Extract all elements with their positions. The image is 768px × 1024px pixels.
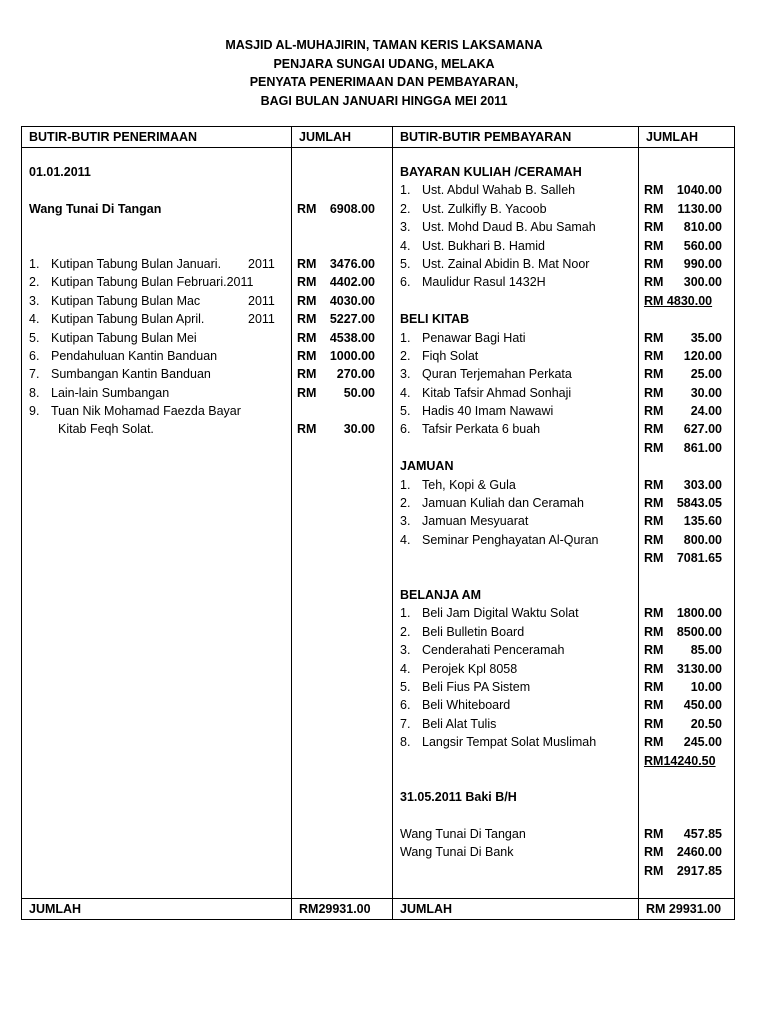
amount-value: 3130.00 bbox=[676, 661, 722, 676]
blank-line bbox=[400, 862, 638, 880]
amount-value: 800.00 bbox=[683, 532, 722, 547]
jamuan-amount bbox=[639, 531, 734, 549]
currency-label: RM bbox=[644, 256, 664, 271]
receipt-amount bbox=[292, 292, 392, 310]
item-number: 2. bbox=[29, 275, 40, 290]
item-text: Sumbangan Kantin Banduan bbox=[51, 367, 211, 382]
receipt-item bbox=[29, 347, 291, 365]
currency-label: RM bbox=[644, 477, 664, 492]
closing-cash-hand-amount bbox=[639, 825, 734, 843]
receipt-amount bbox=[292, 384, 392, 402]
amount-value: 2460.00 bbox=[676, 845, 722, 860]
belanja-total: RM14240.50 bbox=[644, 753, 716, 768]
item-text: Tafsir Perkata 6 buah bbox=[422, 422, 541, 437]
belanja-heading: BELANJA AM bbox=[400, 587, 482, 602]
amount-value: 30.00 bbox=[690, 385, 722, 400]
item-number: 6. bbox=[29, 348, 40, 363]
receipt-amount bbox=[292, 329, 392, 347]
kuliah-amount bbox=[639, 255, 734, 273]
kuliah-item bbox=[400, 237, 638, 255]
statement-title bbox=[0, 36, 768, 110]
blank-line bbox=[400, 292, 638, 310]
kuliah-amount bbox=[639, 181, 734, 199]
currency-label: RM bbox=[644, 514, 664, 529]
belanja-amount bbox=[639, 715, 734, 733]
item-number: 2. bbox=[400, 348, 411, 363]
item-number: 5. bbox=[400, 404, 411, 419]
currency-label: RM bbox=[297, 275, 317, 290]
kuliah-amount bbox=[639, 273, 734, 291]
belanja-amount bbox=[639, 678, 734, 696]
kuliah-amount bbox=[639, 237, 734, 255]
amount-value: 245.00 bbox=[683, 735, 722, 750]
item-text: Tuan Nik Mohamad Faezda Bayar bbox=[51, 404, 241, 419]
item-number: 8. bbox=[29, 385, 40, 400]
amount-value: 861.00 bbox=[683, 440, 722, 455]
currency-label: RM bbox=[297, 293, 317, 308]
amount-value: 24.00 bbox=[690, 404, 722, 419]
amount-value: 457.85 bbox=[683, 827, 722, 842]
payments-column-header: BUTIR-BUTIR PEMBAYARAN bbox=[393, 127, 639, 148]
item-number: 1. bbox=[400, 330, 411, 345]
receipt-item bbox=[29, 402, 291, 420]
currency-label: RM bbox=[297, 256, 317, 271]
closing-cash-bank-label: Wang Tunai Di Bank bbox=[400, 845, 514, 860]
receipt-item bbox=[29, 384, 291, 402]
kitab-amount bbox=[639, 365, 734, 383]
kitab-heading: BELI KITAB bbox=[400, 312, 470, 327]
currency-label: RM bbox=[644, 385, 664, 400]
blank-line bbox=[292, 237, 392, 255]
kuliah-amount bbox=[639, 200, 734, 218]
item-number: 6. bbox=[400, 275, 411, 290]
item-text: Kutipan Tabung Bulan Mei bbox=[51, 330, 197, 345]
amount-value: 1000.00 bbox=[329, 348, 375, 363]
receipt-item bbox=[29, 365, 291, 383]
item-text: Beli Bulletin Board bbox=[422, 624, 525, 639]
jamuan-heading: JAMUAN bbox=[400, 459, 454, 474]
belanja-amount bbox=[639, 733, 734, 751]
kitab-amount bbox=[639, 402, 734, 420]
kitab-item bbox=[400, 384, 638, 402]
receipt-amount bbox=[292, 420, 392, 438]
item-number: 2. bbox=[400, 624, 411, 639]
item-number: 6. bbox=[400, 422, 411, 437]
belanja-amount bbox=[639, 696, 734, 714]
item-text: Ust. Zainal Abidin B. Mat Noor bbox=[422, 256, 590, 271]
belanja-amount bbox=[639, 641, 734, 659]
kuliah-total: RM 4830.00 bbox=[644, 293, 713, 308]
currency-label: RM bbox=[644, 845, 664, 860]
blank-line bbox=[29, 181, 291, 199]
closing-cash-bank-amount bbox=[639, 843, 734, 861]
currency-label: RM bbox=[644, 404, 664, 419]
item-text: Maulidur Rasul 1432H bbox=[422, 275, 546, 290]
amount-value: 270.00 bbox=[336, 367, 375, 382]
blank-line bbox=[639, 163, 734, 181]
kitab-amount bbox=[639, 420, 734, 438]
amount-value: 7081.65 bbox=[676, 551, 722, 566]
receipt-item bbox=[29, 273, 291, 291]
blank-line bbox=[639, 807, 734, 825]
title-line-3: PENYATA PENERIMAAN DAN PEMBAYARAN, bbox=[249, 75, 519, 89]
blank-line bbox=[639, 586, 734, 604]
opening-cash-label: Wang Tunai Di Tangan bbox=[29, 201, 162, 216]
currency-label: RM bbox=[644, 624, 664, 639]
kitab-item bbox=[400, 420, 638, 438]
currency-label: RM bbox=[644, 275, 664, 290]
receipt-item bbox=[29, 329, 291, 347]
receipt-amount bbox=[292, 310, 392, 328]
item-text: Kutipan Tabung Bulan Mac bbox=[51, 293, 201, 308]
currency-label: RM bbox=[644, 220, 664, 235]
receipt-item-continuation: Kitab Feqh Solat. bbox=[58, 422, 154, 437]
amount-value: 120.00 bbox=[683, 348, 722, 363]
blank-line bbox=[29, 237, 291, 255]
currency-label: RM bbox=[644, 348, 664, 363]
currency-label: RM bbox=[297, 422, 317, 437]
amount-value: 85.00 bbox=[690, 643, 722, 658]
item-text: Ust. Mohd Daud B. Abu Samah bbox=[422, 220, 596, 235]
item-number: 4. bbox=[29, 312, 40, 327]
item-text: Jamuan Kuliah dan Ceramah bbox=[422, 496, 584, 511]
item-text: Jamuan Mesyuarat bbox=[422, 514, 529, 529]
item-number: 4. bbox=[400, 661, 411, 676]
currency-label: RM bbox=[297, 201, 317, 216]
amount-value: 450.00 bbox=[683, 698, 722, 713]
item-text: Beli Alat Tulis bbox=[422, 716, 497, 731]
item-number: 2. bbox=[400, 496, 411, 511]
amount-value: 4402.00 bbox=[329, 275, 375, 290]
currency-label: RM bbox=[644, 698, 664, 713]
item-text: Cenderahati Penceramah bbox=[422, 643, 565, 658]
blank-line bbox=[292, 163, 392, 181]
blank-line bbox=[400, 770, 638, 788]
receipts-amount-header: JUMLAH bbox=[292, 127, 393, 148]
amount-value: 50.00 bbox=[343, 385, 375, 400]
item-number: 1. bbox=[29, 256, 40, 271]
currency-label: RM bbox=[644, 716, 664, 731]
item-number: 8. bbox=[400, 735, 411, 750]
currency-label: RM bbox=[644, 551, 664, 566]
item-number: 1. bbox=[400, 606, 411, 621]
kuliah-item bbox=[400, 273, 638, 291]
amount-value: 300.00 bbox=[683, 275, 722, 290]
jamuan-item bbox=[400, 531, 638, 549]
amount-value: 20.50 bbox=[690, 716, 722, 731]
item-text: Kutipan Tabung Bulan Januari. bbox=[51, 256, 222, 271]
currency-label: RM bbox=[644, 201, 664, 216]
item-number: 7. bbox=[400, 716, 411, 731]
kuliah-item bbox=[400, 255, 638, 273]
amount-value: 990.00 bbox=[683, 256, 722, 271]
currency-label: RM bbox=[297, 330, 317, 345]
currency-label: RM bbox=[644, 367, 664, 382]
item-number: 3. bbox=[400, 514, 411, 529]
item-number: 7. bbox=[29, 367, 40, 382]
item-number: 3. bbox=[400, 367, 411, 382]
belanja-item bbox=[400, 733, 638, 751]
item-number: 2. bbox=[400, 201, 411, 216]
item-number: 3. bbox=[400, 643, 411, 658]
item-text: Pendahuluan Kantin Banduan bbox=[51, 348, 218, 363]
currency-label: RM bbox=[644, 238, 664, 253]
blank-line bbox=[400, 807, 638, 825]
currency-label: RM bbox=[644, 183, 664, 198]
amount-value: 25.00 bbox=[690, 367, 722, 382]
currency-label: RM bbox=[644, 440, 664, 455]
kitab-amount bbox=[639, 384, 734, 402]
payments-amount-header: JUMLAH bbox=[639, 127, 735, 148]
opening-cash-amount bbox=[292, 200, 392, 218]
payments-grand-total: RM 29931.00 bbox=[639, 899, 735, 920]
receipt-item bbox=[29, 310, 291, 328]
blank-line bbox=[400, 568, 638, 586]
amount-value: 2917.85 bbox=[676, 863, 722, 878]
kitab-total bbox=[639, 439, 734, 457]
amount-value: 4538.00 bbox=[329, 330, 375, 345]
item-text: Hadis 40 Imam Nawawi bbox=[422, 404, 554, 419]
item-number: 5. bbox=[400, 679, 411, 694]
amount-value: 5843.05 bbox=[676, 496, 722, 511]
item-number: 9. bbox=[29, 404, 40, 419]
blank-line bbox=[400, 752, 638, 770]
amount-value: 627.00 bbox=[683, 422, 722, 437]
receipts-grand-total: RM29931.00 bbox=[292, 899, 393, 920]
closing-cash-hand-label: Wang Tunai Di Tangan bbox=[400, 827, 526, 842]
currency-label: RM bbox=[297, 367, 317, 382]
kitab-item bbox=[400, 347, 638, 365]
blank-line bbox=[400, 439, 638, 457]
currency-label: RM bbox=[644, 606, 664, 621]
item-number: 1. bbox=[400, 477, 411, 492]
item-text: Beli Whiteboard bbox=[422, 698, 511, 713]
item-text: Lain-lain Sumbangan bbox=[51, 385, 170, 400]
belanja-item bbox=[400, 604, 638, 622]
blank-line bbox=[639, 310, 734, 328]
opening-date: 01.01.2011 bbox=[29, 165, 91, 179]
currency-label: RM bbox=[644, 330, 664, 345]
item-number: 4. bbox=[400, 385, 411, 400]
belanja-item bbox=[400, 641, 638, 659]
item-text: Kutipan Tabung Bulan April. bbox=[51, 312, 205, 327]
currency-label: RM bbox=[297, 312, 317, 327]
currency-label: RM bbox=[644, 643, 664, 658]
item-text: Penawar Bagi Hati bbox=[422, 330, 526, 345]
statement-table bbox=[21, 126, 735, 920]
item-number: 4. bbox=[400, 238, 411, 253]
amount-value: 3476.00 bbox=[329, 256, 375, 271]
item-number: 1. bbox=[400, 183, 411, 198]
kuliah-amount bbox=[639, 218, 734, 236]
amount-value: 1800.00 bbox=[676, 606, 722, 621]
item-text: Kutipan Tabung Bulan Februari.2011 bbox=[51, 275, 254, 290]
receipt-item bbox=[29, 292, 291, 310]
amount-value: 135.60 bbox=[683, 514, 722, 529]
belanja-item bbox=[400, 715, 638, 733]
blank-line bbox=[639, 770, 734, 788]
item-number: 3. bbox=[29, 293, 40, 308]
kitab-item bbox=[400, 365, 638, 383]
item-year: 2011 bbox=[248, 293, 275, 308]
title-line-1: MASJID AL-MUHAJIRIN, TAMAN KERIS LAKSAMANA bbox=[225, 38, 543, 52]
kitab-amount bbox=[639, 347, 734, 365]
closing-balance-heading: 31.05.2011 Baki B/H bbox=[400, 790, 517, 805]
belanja-amount bbox=[639, 623, 734, 641]
amount-value: 4030.00 bbox=[329, 293, 375, 308]
currency-label: RM bbox=[644, 863, 664, 878]
item-text: Ust. Bukhari B. Hamid bbox=[422, 238, 545, 253]
amount-value: 8500.00 bbox=[676, 624, 722, 639]
item-text: Beli Fius PA Sistem bbox=[422, 679, 531, 694]
title-line-2: PENJARA SUNGAI UDANG, MELAKA bbox=[273, 56, 495, 71]
currency-label: RM bbox=[644, 496, 664, 511]
receipt-amount bbox=[292, 365, 392, 383]
amount-value: 6908.00 bbox=[329, 201, 375, 216]
payments-description-cell bbox=[393, 148, 639, 899]
receipts-amount-cell bbox=[292, 148, 393, 899]
currency-label: RM bbox=[644, 679, 664, 694]
amount-value: 1040.00 bbox=[676, 183, 722, 198]
kuliah-heading: BAYARAN KULIAH /CERAMAH bbox=[400, 165, 582, 179]
amount-value: 10.00 bbox=[690, 679, 722, 694]
blank-line bbox=[400, 549, 638, 567]
currency-label: RM bbox=[644, 422, 664, 437]
blank-line bbox=[639, 568, 734, 586]
payments-amount-cell bbox=[639, 148, 735, 899]
currency-label: RM bbox=[644, 532, 664, 547]
amount-value: 5227.00 bbox=[329, 312, 375, 327]
blank-line bbox=[29, 218, 291, 236]
item-text: Beli Jam Digital Waktu Solat bbox=[422, 606, 579, 621]
item-number: 5. bbox=[29, 330, 40, 345]
blank-line bbox=[639, 788, 734, 806]
receipts-description-cell bbox=[22, 148, 292, 899]
belanja-item bbox=[400, 678, 638, 696]
blank-line bbox=[292, 402, 392, 420]
currency-label: RM bbox=[297, 385, 317, 400]
jamuan-amount bbox=[639, 494, 734, 512]
jamuan-amount bbox=[639, 512, 734, 530]
currency-label: RM bbox=[644, 661, 664, 676]
kitab-item bbox=[400, 329, 638, 347]
receipt-amount bbox=[292, 255, 392, 273]
item-number: 5. bbox=[400, 256, 411, 271]
belanja-amount bbox=[639, 660, 734, 678]
jamuan-item bbox=[400, 494, 638, 512]
blank-line bbox=[292, 218, 392, 236]
item-text: Quran Terjemahan Perkata bbox=[422, 367, 572, 382]
receipt-amount bbox=[292, 273, 392, 291]
jamuan-item bbox=[400, 512, 638, 530]
kuliah-item bbox=[400, 200, 638, 218]
currency-label: RM bbox=[297, 348, 317, 363]
receipt-amount bbox=[292, 347, 392, 365]
kitab-item bbox=[400, 402, 638, 420]
belanja-item bbox=[400, 623, 638, 641]
item-text: Ust. Abdul Wahab B. Salleh bbox=[422, 183, 576, 198]
item-text: Fiqh Solat bbox=[422, 348, 479, 363]
jamuan-total bbox=[639, 549, 734, 567]
kuliah-item bbox=[400, 181, 638, 199]
belanja-amount bbox=[639, 604, 734, 622]
item-number: 6. bbox=[400, 698, 411, 713]
amount-value: 35.00 bbox=[690, 330, 722, 345]
amount-value: 1130.00 bbox=[677, 201, 722, 216]
belanja-item bbox=[400, 660, 638, 678]
amount-value: 560.00 bbox=[683, 238, 722, 253]
jamuan-item bbox=[400, 476, 638, 494]
currency-label: RM bbox=[644, 735, 664, 750]
item-text: Kitab Tafsir Ahmad Sonhaji bbox=[422, 385, 572, 400]
item-year: 2011 bbox=[248, 256, 275, 271]
item-number: 3. bbox=[400, 220, 411, 235]
amount-value: 303.00 bbox=[683, 477, 722, 492]
amount-value: 810.00 bbox=[683, 220, 722, 235]
blank-line bbox=[292, 181, 392, 199]
payments-total-label: JUMLAH bbox=[393, 899, 639, 920]
item-year: 2011 bbox=[248, 312, 275, 327]
item-text: Seminar Penghayatan Al-Quran bbox=[422, 532, 599, 547]
amount-value: 30.00 bbox=[343, 422, 375, 437]
kitab-amount bbox=[639, 329, 734, 347]
blank-line bbox=[639, 457, 734, 475]
item-text: Perojek Kpl 8058 bbox=[422, 661, 518, 676]
kuliah-item bbox=[400, 218, 638, 236]
receipts-total-label: JUMLAH bbox=[22, 899, 292, 920]
belanja-item bbox=[400, 696, 638, 714]
item-number: 4. bbox=[400, 532, 411, 547]
item-text: Langsir Tempat Solat Muslimah bbox=[422, 735, 597, 750]
title-line-4: BAGI BULAN JANUARI HINGGA MEI 2011 bbox=[260, 93, 508, 108]
receipt-item bbox=[29, 255, 291, 273]
currency-label: RM bbox=[644, 827, 664, 842]
item-text: Ust. Zulkifly B. Yacoob bbox=[422, 201, 547, 216]
closing-balance-total bbox=[639, 862, 734, 880]
receipts-column-header: BUTIR-BUTIR PENERIMAAN bbox=[22, 127, 292, 148]
item-text: Teh, Kopi & Gula bbox=[422, 477, 516, 492]
jamuan-amount bbox=[639, 476, 734, 494]
